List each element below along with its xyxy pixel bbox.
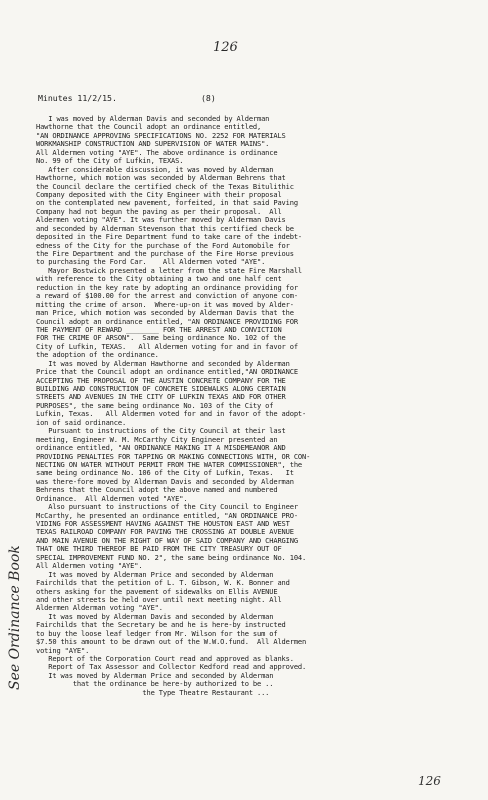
body-line: was there-fore moved by Alderman Davis and seconded by Alderman (36, 476, 294, 486)
body-line: After considerable discussion, it was moved by Alderman (36, 164, 274, 174)
body-line: STREETS AND AVENUES IN THE CITY OF LUFKIN TEXAS AND FOR OTHER (36, 392, 286, 402)
body-line: It was moved by Alderman Davis and seconded by Alderman (36, 611, 274, 621)
body-line: Hawthorne, which motion was seconded by Alderman Behrens that (36, 173, 286, 183)
body-line: FOR THE CRIME OF ARSON". Same being ordinance No. 102 of the (36, 333, 286, 343)
body-line: the Type Theatre Restaurant ... (36, 687, 270, 697)
corner-mark: 126 (418, 774, 441, 788)
body-line: ACCEPTING THE PROPOSAL OF THE AUSTIN CONCRETE COMPANY FOR THE (36, 375, 286, 385)
body-line: VIDING FOR ASSESSMENT HAVING AGAINST THE HOUSTON EAST AND WEST (36, 519, 290, 528)
body-line: Council adopt an ordinance entitled, "AN ORDINANCE PROVIDING FOR (36, 316, 298, 326)
body-line: the adoption of the ordinance. (36, 350, 159, 360)
body-line: and other streets be held over until next meeting night. All (36, 594, 282, 604)
body-line: PURPOSES", the same being ordinance No. 103 of the City of (36, 400, 274, 410)
minutes-body (36, 115, 476, 697)
body-line: the Council declare the certified check of the Texas Bitulithic (36, 181, 294, 191)
body-line: and seconded by Alderman Stevenson that this certified check be (36, 223, 294, 233)
body-line: McCarthy, he presented an ordinance entitled, "AN ORDINANCE PRO- (36, 510, 298, 520)
body-line: It was moved by Alderman Price and seconded by Alderman (36, 670, 274, 680)
body-line: a reward of $100.00 for the arrest and conviction of anyone com- (36, 291, 298, 301)
body-line: reduction in the key rate by adopting an ordinance providing for (36, 282, 298, 292)
body-line: others asking for the pavement of sidewalks on Ellis AVENUE (36, 586, 278, 596)
body-line: mitting the crime of arson. Where-up-on it was moved by Alder- (36, 299, 294, 309)
minutes-date-label: Minutes 11/2/15. (38, 93, 117, 103)
body-line: that the ordinance be here-by authorized to be .. (36, 679, 274, 689)
body-line: PROVIDING PENALTIES FOR TAPPING OR MAKING CONNECTIONS WITH, OR CON- (36, 451, 311, 461)
body-line: to purchasing the Ford Car. All Aldermen voted "AYE". (36, 257, 266, 267)
body-line: the Fire Department and the purchase of the Fire Horse previous (36, 249, 294, 258)
body-line: Also pursuant to instructions of the City Council to Engineer (36, 502, 298, 512)
body-line: All Aldermen voting "AYE". The above ordinance is ordinance (36, 147, 278, 157)
body-line: It was moved by Alderman Price and seconded by Alderman (36, 569, 274, 579)
body-line: edness of the City for the purchase of the Ford Automobile for (36, 240, 290, 250)
body-line: All Aldermen voting "AYE". (36, 561, 143, 571)
body-line: with reference to the City obtaining a two and one half cent (36, 274, 282, 284)
body-line: It was moved by Alderman Hawthorne and seconded by Alderman (36, 358, 290, 368)
body-line: Fairchilds that the petition of L. T. Gibson, W. K. Bonner and (36, 578, 290, 588)
body-line: to buy the loose leaf ledger from Mr. Wilson for the sum of (36, 628, 278, 638)
body-line: Aldermen voting "AYE". It was further moved by Alderman Davis (36, 215, 286, 225)
body-line: Hawthorne that the Council adopt an ordinance entitled, (36, 122, 262, 132)
page-number: (8) (201, 93, 216, 103)
body-line: Ordinance. All Aldermen voted "AYE". (36, 493, 188, 503)
body-line: on the contemplated new pavement, forfeited, in that said Paving (36, 198, 298, 208)
body-line: same being ordinance No. 106 of the City of Lufkin, Texas. It (36, 468, 294, 478)
body-line: voting "AYE". (36, 645, 90, 655)
body-line: SPECIAL IMPROVEMENT FUND NO. 2", the same being ordinance No. 104. (36, 552, 307, 562)
margin-annotation-text: See Ordinance Book (7, 545, 23, 690)
margin-annotation (4, 530, 26, 690)
body-line: City of Lufkin, TEXAS. All Aldermen voting for and in favor of (36, 341, 298, 351)
minutes-header (38, 93, 468, 107)
body-line: Mayor Bostwick presented a letter from the state Fire Marshall (36, 265, 303, 275)
body-line: Report of Tax Assessor and Collector Kedford read and approved. (36, 662, 307, 672)
body-line: Report of the Corporation Court read and approved as blanks. (36, 654, 294, 663)
body-line: I was moved by Alderman Davis and seconded by Alderman (36, 115, 270, 123)
body-line: Behrens that the Council adopt the above named and numbered (36, 485, 278, 495)
body-line: $7.50 this amount to be drawn out of the W.W.O.fund. All Aldermen (36, 637, 307, 647)
body-line: Price that the Council adopt an ordinance entitled,"AN ORDINANCE (36, 367, 298, 377)
page-stamp: 126 (213, 40, 238, 55)
body-line: THAT ONE THIRD THEREOF BE PAID FROM THE CITY TREASURY OUT OF (36, 544, 282, 554)
body-line: deposited in the Fire Department fund to take care of the indebt- (36, 232, 303, 242)
body-line: man Price, which motion was seconded by Alderman Davis that the (36, 308, 294, 318)
body-line: Fairchilds that the Secretary be and he is here-by instructed (36, 620, 286, 630)
body-line: "AN ORDINANCE APPROVING SPECIFICATIONS NO. 2252 FOR MATERIALS (36, 130, 286, 140)
body-line: WORKMANSHIP CONSTRUCTION AND SUPERVISION OF WATER MAINS". (36, 139, 270, 149)
body-line: Aldermen Alderman voting "AYE". (36, 603, 163, 613)
body-line: BUILDING AND CONSTRUCTION OF CONCRETE SIDEWALKS ALONG CERTAIN (36, 384, 286, 393)
body-line: Lufkin, Texas. All Aldermen voted for and in favor of the adopt- (36, 409, 307, 419)
body-line: Company had not begun the paving as per their proposal. All (36, 206, 282, 216)
body-line: THE PAYMENT OF REWARD ________ FOR THE ARREST AND CONVICTION (36, 324, 282, 334)
body-line: NECTING ON WATER WITHOUT PERMIT FROM THE WATER COMMISSIONER", the (36, 459, 303, 469)
body-line: AND MAIN AVENUE ON THE RIGHT OF WAY OF SAID COMPANY AND CHARGING (36, 535, 298, 545)
body-line: Pursuant to instructions of the City Council at their last (36, 426, 286, 436)
body-line: ordinance entitled, "AN ORDINANCE MAKING IT A MISDEMEANOR AND (36, 443, 286, 453)
body-line: No. 99 of the City of Lufkin, TEXAS. (36, 156, 184, 166)
body-line: TEXAS RAILROAD COMPANY FOR PAVING THE CROSSING AT DOUBLE AVENUE (36, 527, 294, 537)
body-line: ion of said ordinance. (36, 417, 127, 427)
body-line: meeting, Engineer W. M. McCarthy City Engineer presented an (36, 434, 278, 444)
body-line: Company deposited with the City Engineer with their proposal (36, 189, 282, 199)
